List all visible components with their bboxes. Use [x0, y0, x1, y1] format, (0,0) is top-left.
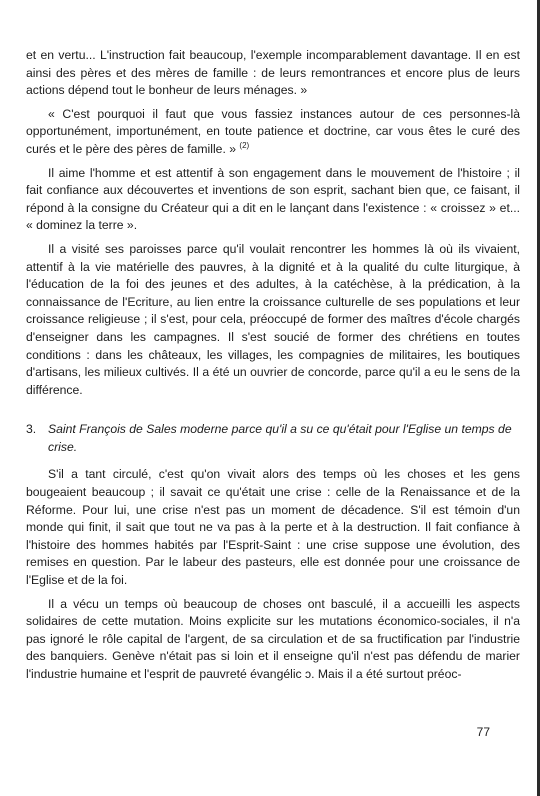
paragraph-text: Il aime l'homme et est attentif à son engagement dans le mouvement de l'histoire ; il fait confiance aux découvertes et inventions de son esprit, sachant bien que, ce faisant, il répond à la consigne du Créateur qui a dit en le lançant dans l'existence : « croissez » et... « dominez la terre ».	[26, 165, 520, 233]
paragraph-text: « C'est pourquoi il faut que vous fassiez instances autour de ces personnes-là opportunément, importunément, en toute patience et doctrine, car vous êtes le curé des curés et le père des pères de famille. »	[26, 106, 520, 156]
paragraph-text: S'il a tant circulé, c'est qu'on vivait alors des temps où les choses et les gens bougeaient beaucoup ; il savait ce qu'était une crise : celle de la Renaissance et de la Réforme. Pour lui, une crise n'est pas un moment de décadence. S'il est témoin d'un monde qui finit, il sait que tout ne va pas à la perte et à la destruction. Il fait confiance à l'histoire des hommes habités par l'Esprit-Saint : une crise suppose une évolution, des remises en question. Par le labeur des pasteurs, elle est donnée pour une croissance de l'Eglise et de la foi.	[26, 467, 520, 588]
paragraph-quote	[26, 106, 520, 159]
section-number: 3.	[26, 422, 37, 437]
text-column	[26, 47, 520, 684]
section-heading	[26, 421, 520, 456]
page-number: 77	[476, 725, 490, 739]
paragraph	[26, 466, 520, 589]
paragraph	[26, 596, 520, 684]
paragraph-continuation	[26, 47, 520, 100]
section-title: Saint François de Sales moderne parce qu'il a su ce qu'était pour l'Eglise un temps de crise.	[48, 422, 512, 454]
paragraph-text: et en vertu... L'instruction fait beaucoup, l'exemple incomparablement davantage. Il en est ainsi des pères et des mères de famille : de leurs remontrances et encore plus de leurs actions dépend tout le bonheur de leurs ménages. »	[26, 48, 520, 98]
footnote-reference: (2)	[239, 140, 250, 150]
paragraph	[26, 165, 520, 235]
paragraph-text: Il a vécu un temps où beaucoup de choses ont basculé, il a accueilli les aspects solidaires de cette mutation. Moins explicite sur les mutations économico-sociales, il n'a pas ignoré le rôle capital de l'argent, de sa circulation et de sa fructification par l'industrie des banquiers. Genève n'était pas si loin et il enseigne qu'il n'est pas défendu de marier l'industrie humaine et l'esprit de pauvreté évangélic ɔ. Mais il a été surtout préoc-	[26, 596, 520, 681]
paragraph-text: Il a visité ses paroisses parce qu'il voulait rencontrer les hommes là où ils vivaient, attentif à la vie matérielle des pauvres, à la dignité et à la qualité du culte liturgique, à l'éducation de la foi des jeunes et des adultes, à la catéchèse, à la prédication, à la connaissance de l'Ecriture, au lien entre la croissance culturelle de ses populations et leur croissance religieuse ; il s'est, pour cela, préoccupé de former des maîtres d'école chargés d'enseigner dans les campagnes. Il s'est soucié de former des chrétiens en toutes conditions : dans les châteaux, les villages, les compagnies de militaires, les boutiques d'artisans, les milieux cultivés. Il a été un ouvrier de concorde, parce qu'il a eu le sens de la différence.	[26, 241, 520, 397]
paragraph	[26, 241, 520, 399]
